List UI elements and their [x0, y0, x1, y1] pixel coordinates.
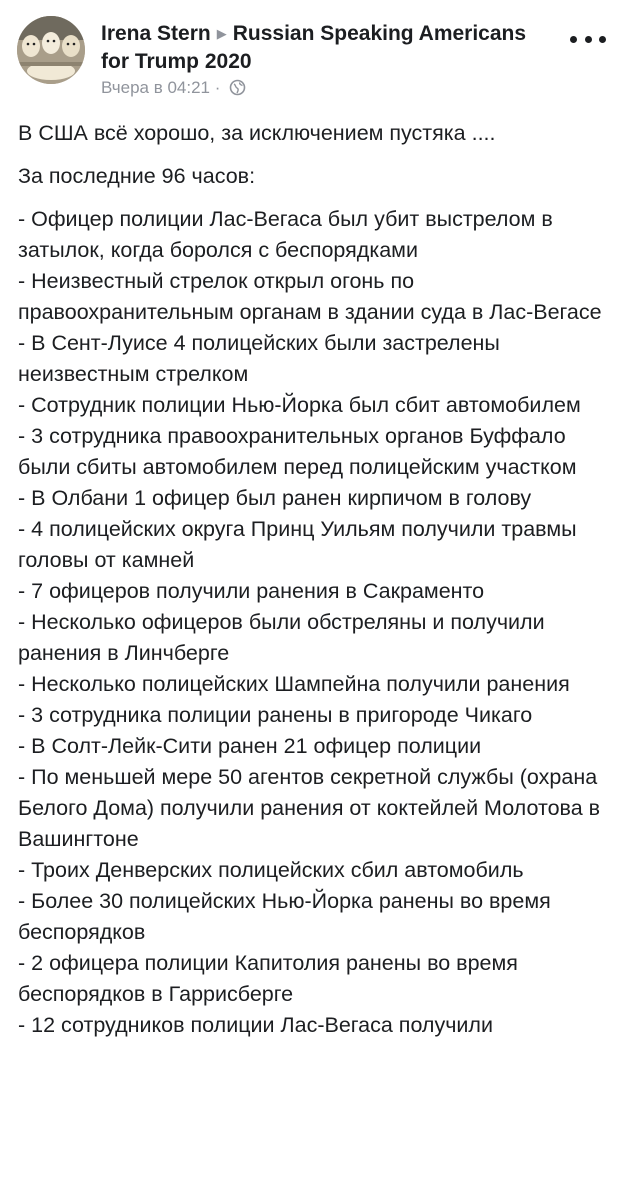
list-item: - 3 сотрудника полиции ранены в пригороде Чикаго — [18, 703, 533, 727]
list-item: - По меньшей мере 50 агентов секретной службы (охрана Белого Дома) получили ранения от коктейлей Молотова в Вашингтоне — [18, 765, 601, 851]
list-item: - 2 офицера полиции Капитолия ранены во время беспорядков в Гаррисберге — [18, 951, 518, 1006]
list-item: - 12 сотрудников полиции Лас-Вегаса получили — [18, 1013, 493, 1037]
list-item: - Более 30 полицейских Нью-Йорка ранены во время беспорядков — [18, 889, 551, 944]
list-item: - В Олбани 1 офицер был ранен кирпичом в голову — [18, 486, 532, 510]
list-item: - Сотрудник полиции Нью-Йорка был сбит автомобилем — [18, 393, 581, 417]
more-options-icon — [599, 36, 606, 43]
timestamp[interactable]: Вчера в 04:21 — [101, 78, 211, 97]
avatar-dogs-icon — [17, 16, 85, 84]
meta-separator: · — [214, 78, 221, 97]
list-item: - Офицер полиции Лас-Вегаса был убит выстрелом в затылок, когда боролся с беспорядками — [18, 207, 553, 262]
more-options-icon — [570, 36, 577, 43]
post-meta — [101, 77, 541, 102]
list-item: - 7 офицеров получили ранения в Сакраменто — [18, 579, 485, 603]
post-header — [0, 0, 620, 110]
header-text — [101, 20, 541, 102]
post-subheading: За последние 96 часов: — [18, 164, 256, 188]
post-intro: В США всё хорошо, за исключением пустяка .... — [18, 121, 496, 145]
author-name[interactable]: Irena Stern — [101, 22, 211, 45]
list-item: - Несколько полицейских Шампейна получили ранения — [18, 672, 570, 696]
group-name[interactable]: Russian Speaking Americans for Trump 2020 — [101, 22, 527, 73]
list-item: - Несколько офицеров были обстреляны и получили ранения в Линчберге — [18, 610, 545, 665]
share-arrow-icon: ▶ — [216, 26, 227, 41]
list-item: - Неизвестный стрелок открыл огонь по правоохранительным органам в здании суда в Лас-Вегасе — [18, 269, 602, 324]
list-item: - В Сент-Луисе 4 полицейских были застрелены неизвестным стрелком — [18, 331, 500, 386]
incident-list — [18, 204, 608, 1041]
post-title — [101, 20, 541, 76]
globe-icon — [229, 79, 246, 102]
more-options-icon — [585, 36, 592, 43]
list-item: - 4 полицейских округа Принц Уильям получили травмы головы от камней — [18, 517, 577, 572]
avatar[interactable] — [17, 16, 85, 84]
list-item: - В Солт-Лейк-Сити ранен 21 офицер полиции — [18, 734, 482, 758]
list-item: - 3 сотрудника правоохранительных органов Буффало были сбиты автомобилем перед полицейским участком — [18, 424, 577, 479]
post-body — [18, 118, 608, 1041]
more-options-button[interactable] — [570, 28, 606, 50]
list-item: - Троих Денверских полицейских сбил автомобиль — [18, 858, 524, 882]
